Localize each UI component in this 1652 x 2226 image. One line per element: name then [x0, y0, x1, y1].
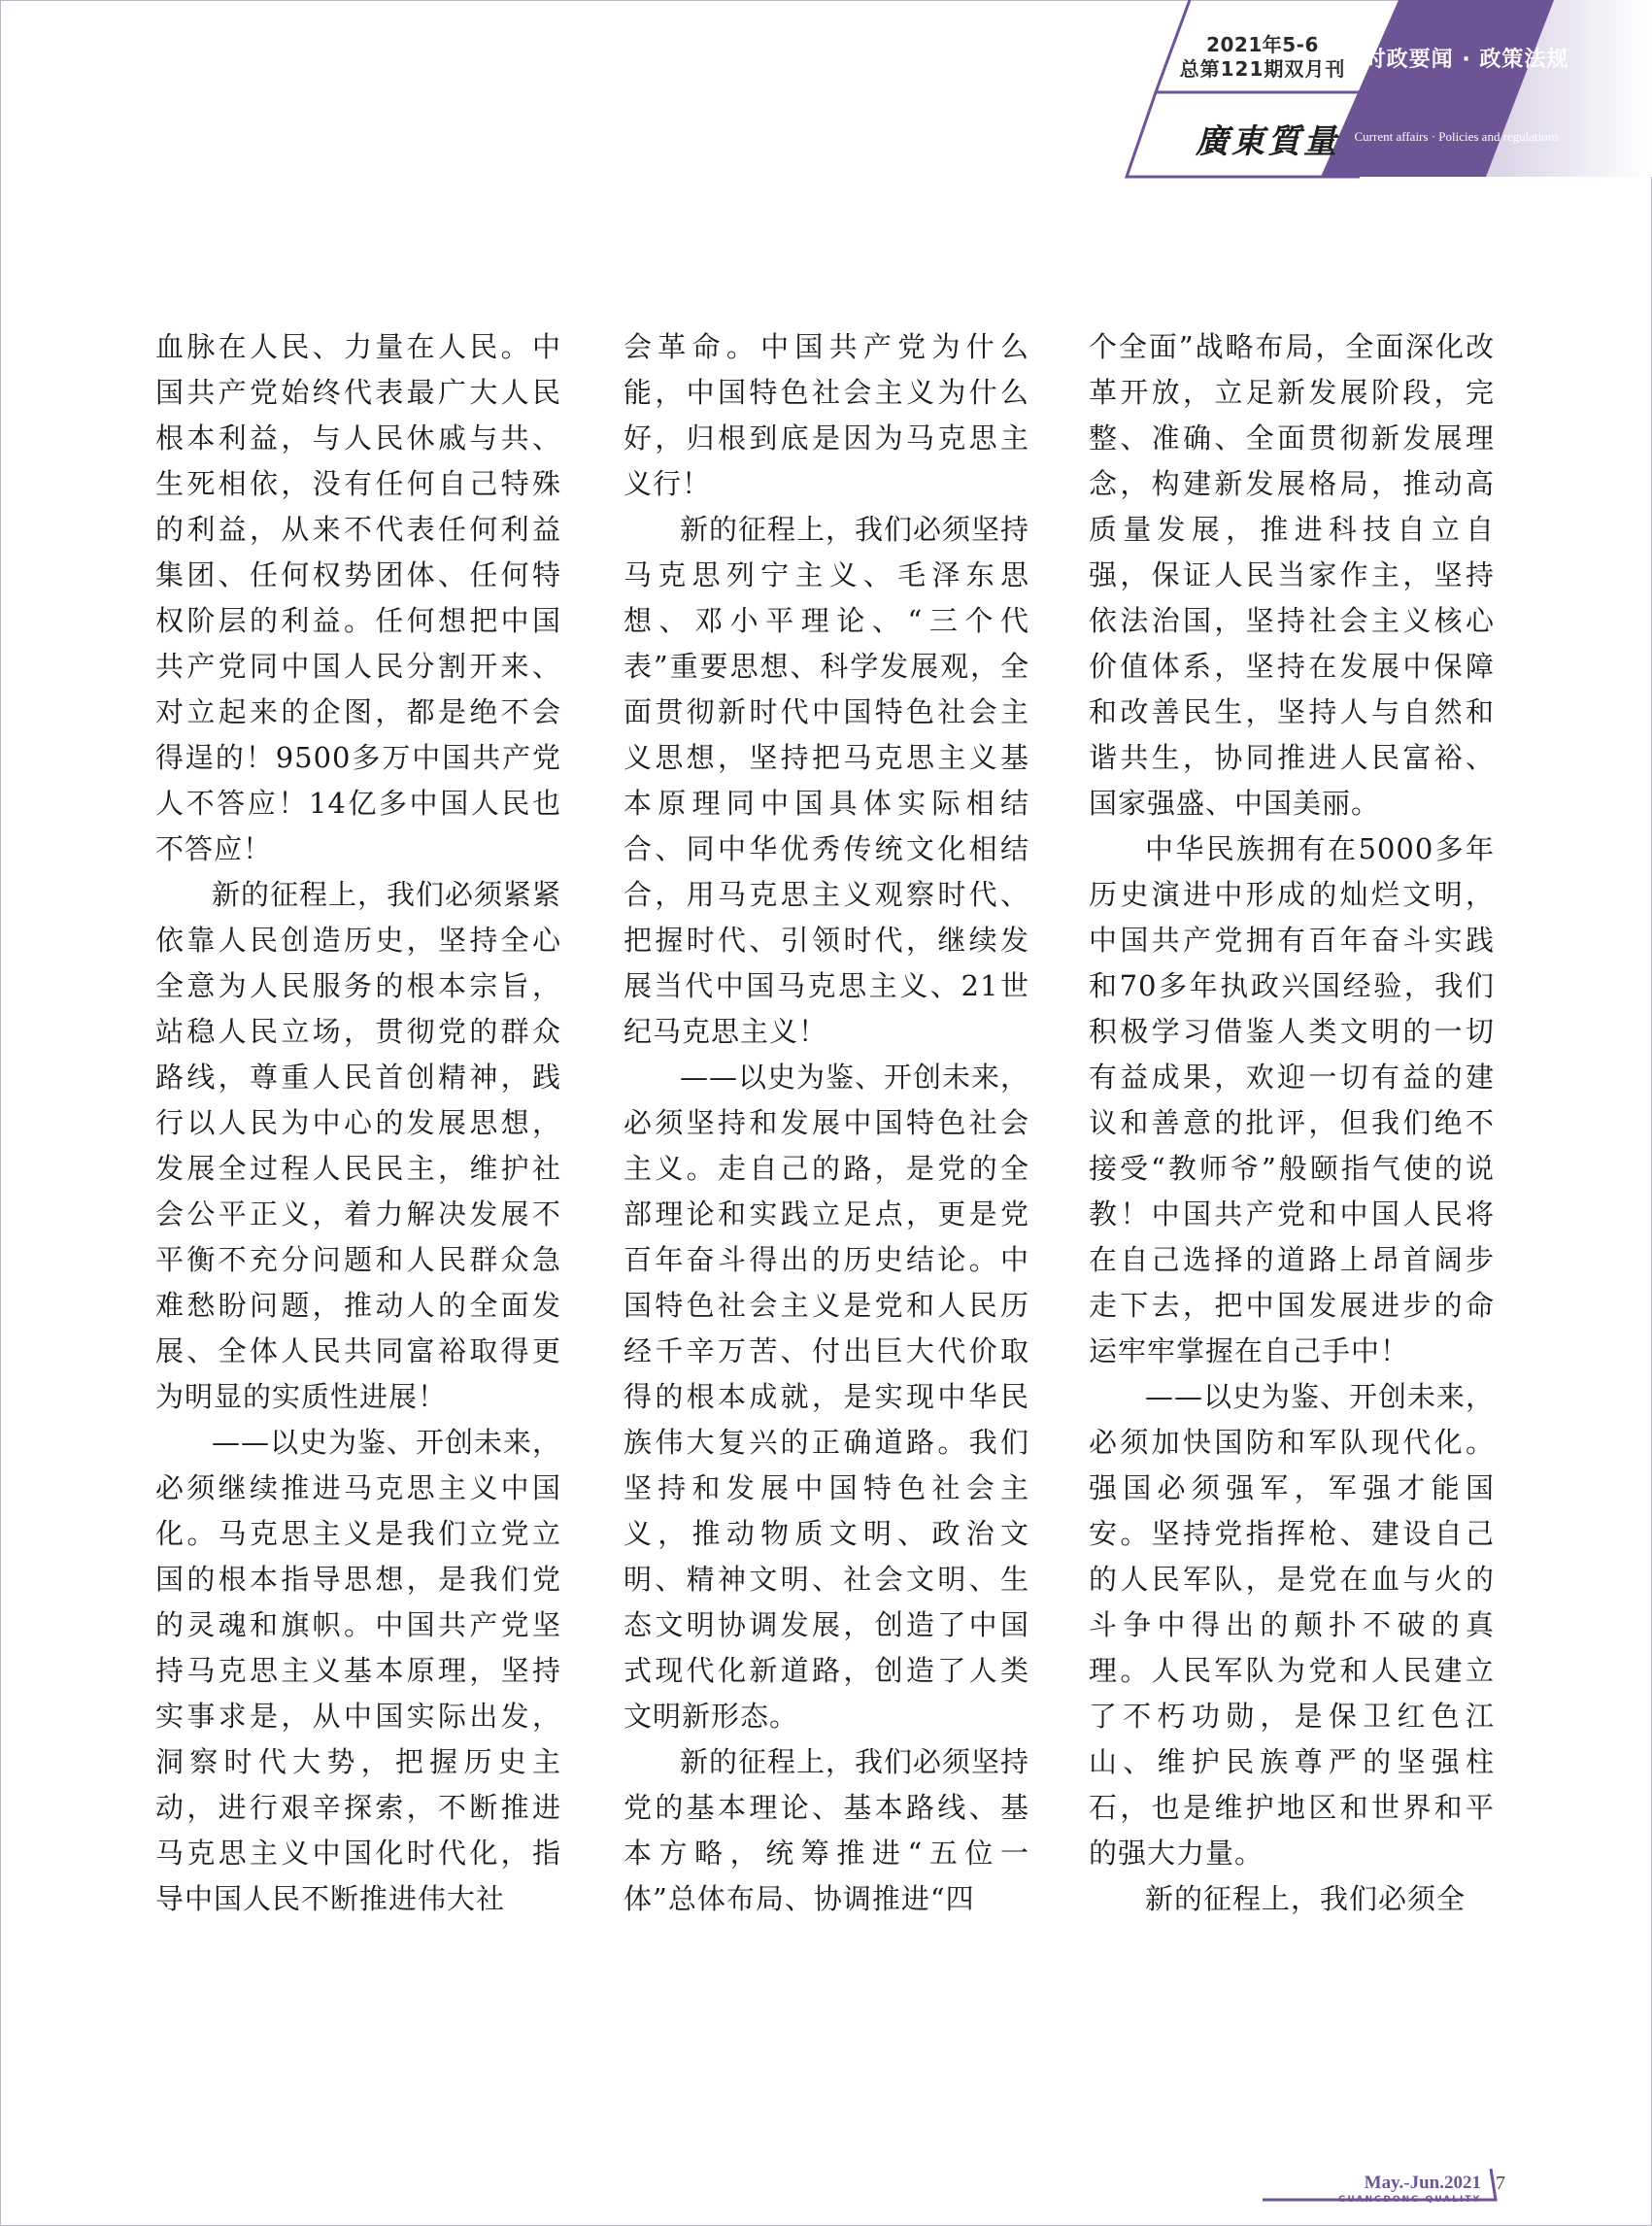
paragraph: 血脉在人民、力量在人民。中国共产党始终代表最广大人民根本利益，与人民休戚与共、生死相依，没有任何自己特殊的利益，从来不代表任何利益集团、任何权势团体、任何特权阶层的利益。任何想把中国共产党同中国人民分割开来、对立起来的企图，都是绝不会得逞的！9500多万中国共产党人不答应！14亿多中国人民也不答应！ — [155, 330, 561, 865]
paragraph: ——以史为鉴、开创未来，必须加快国防和军队现代化。强国必须强军，军强才能国安。坚持党指挥枪、建设自己的人民军队，是党在血与火的斗争中得出的颠扑不破的真理。人民军队为党和人民建立了不朽功勋，是保卫红色江山、维护民族尊严的坚强柱石，也是维护地区和世界和平的强大力量。 — [1089, 1380, 1496, 1870]
paragraph: 会革命。中国共产党为什么能，中国特色社会主义为什么好，归根到底是因为马克思主义行！ — [624, 330, 1029, 500]
magazine-masthead: 廣東質量 — [1196, 122, 1339, 161]
paragraph: 个全面”战略布局，全面深化改革开放，立足新发展阶段，完整、准确、全面贯彻新发展理念，构建新发展格局，推动高质量发展，推进科技自立自强，保证人民当家作主，坚持依法治国，坚持社会主义核心价值体系，坚持在发展中保障和改善民生，坚持人与自然和谐共生，协同推进人民富裕、国家强盛、中国美丽。 — [1089, 330, 1495, 820]
page-header — [0, 0, 1652, 185]
paragraph: ——以史为鉴、开创未来，必须继续推进马克思主义中国化。马克思主义是我们立党立国的根本指导思想，是我们党的灵魂和旗帜。中国共产党坚持马克思主义基本原理，坚持实事求是，从中国实际出发，洞察时代大势，把握历史主动，进行艰辛探索，不断推进马克思主义中国化时代化，指导中国人民不断推进伟大社 — [155, 1426, 562, 1915]
paragraph: 新的征程上，我们必须坚持党的基本理论、基本路线、基本方略，统筹推进“五位一体”总体布局、协调推进“四 — [624, 1745, 1030, 1915]
footer-issue-date: May.-Jun.2021 — [1364, 2173, 1481, 2193]
section-title-en: Current affairs · Policies and regulations — [1354, 129, 1560, 144]
header-graphic — [0, 0, 1652, 185]
paragraph: 中华民族拥有在5000多年历史演进中形成的灿烂文明，中国共产党拥有百年奋斗实践和70多年执政兴国经验，我们积极学习借鉴人类文明的一切有益成果，欢迎一切有益的建议和善意的批评，但我们绝不接受“教师爷”般颐指气使的说教！中国共产党和中国人民将在自己选择的道路上昂首阔步走下去，把中国发展进步的命运牢牢掌握在自己手中！ — [1089, 832, 1495, 1367]
issue-number: 总第121期双月刊 — [1179, 57, 1346, 81]
paragraph: 新的征程上，我们必须紧紧依靠人民创造历史，坚持全心全意为人民服务的根本宗旨，站稳人民立场，贯彻党的群众路线，尊重人民首创精神，践行以人民为中心的发展思想，发展全过程人民民主，维护社会公平正义，着力解决发展不平衡不充分问题和人民群众急难愁盼问题，推动人的全面发展、全体人民共同富裕取得更为明显的实质性进展！ — [155, 878, 562, 1413]
issue-date: 2021年5-6 — [1206, 33, 1319, 56]
text-column-2 — [624, 324, 1029, 1922]
text-column-3 — [1089, 324, 1495, 1922]
footer-magazine-name: GUANGDONG QUALITY — [1338, 2195, 1481, 2205]
paragraph: 新的征程上，我们必须坚持马克思列宁主义、毛泽东思想、邓小平理论、“三个代表”重要思想、科学发展观，全面贯彻新时代中国特色社会主义思想，坚持把马克思主义基本原理同中国具体实际相结合、同中华优秀传统文化相结合，用马克思主义观察时代、把握时代、引领时代，继续发展当代中国马克思主义、21世纪马克思主义！ — [624, 513, 1030, 1048]
text-column-1 — [155, 324, 561, 1922]
paragraph: ——以史为鉴、开创未来，必须坚持和发展中国特色社会主义。走自己的路，是党的全部理论和实践立足点，更是党百年奋斗得出的历史结论。中国特色社会主义是党和人民历经千辛万苦、付出巨大代价取得的根本成就，是实现中华民族伟大复兴的正确道路。我们坚持和发展中国特色社会主义，推动物质文明、政治文明、精神文明、社会文明、生态文明协调发展，创造了中国式现代化新道路，创造了人类文明新形态。 — [624, 1061, 1030, 1733]
section-title-cn: 时政要闻 · 政策法规 — [1364, 48, 1569, 72]
page-number: 7 — [1496, 2173, 1505, 2194]
paragraph: 新的征程上，我们必须全 — [1145, 1882, 1467, 1915]
